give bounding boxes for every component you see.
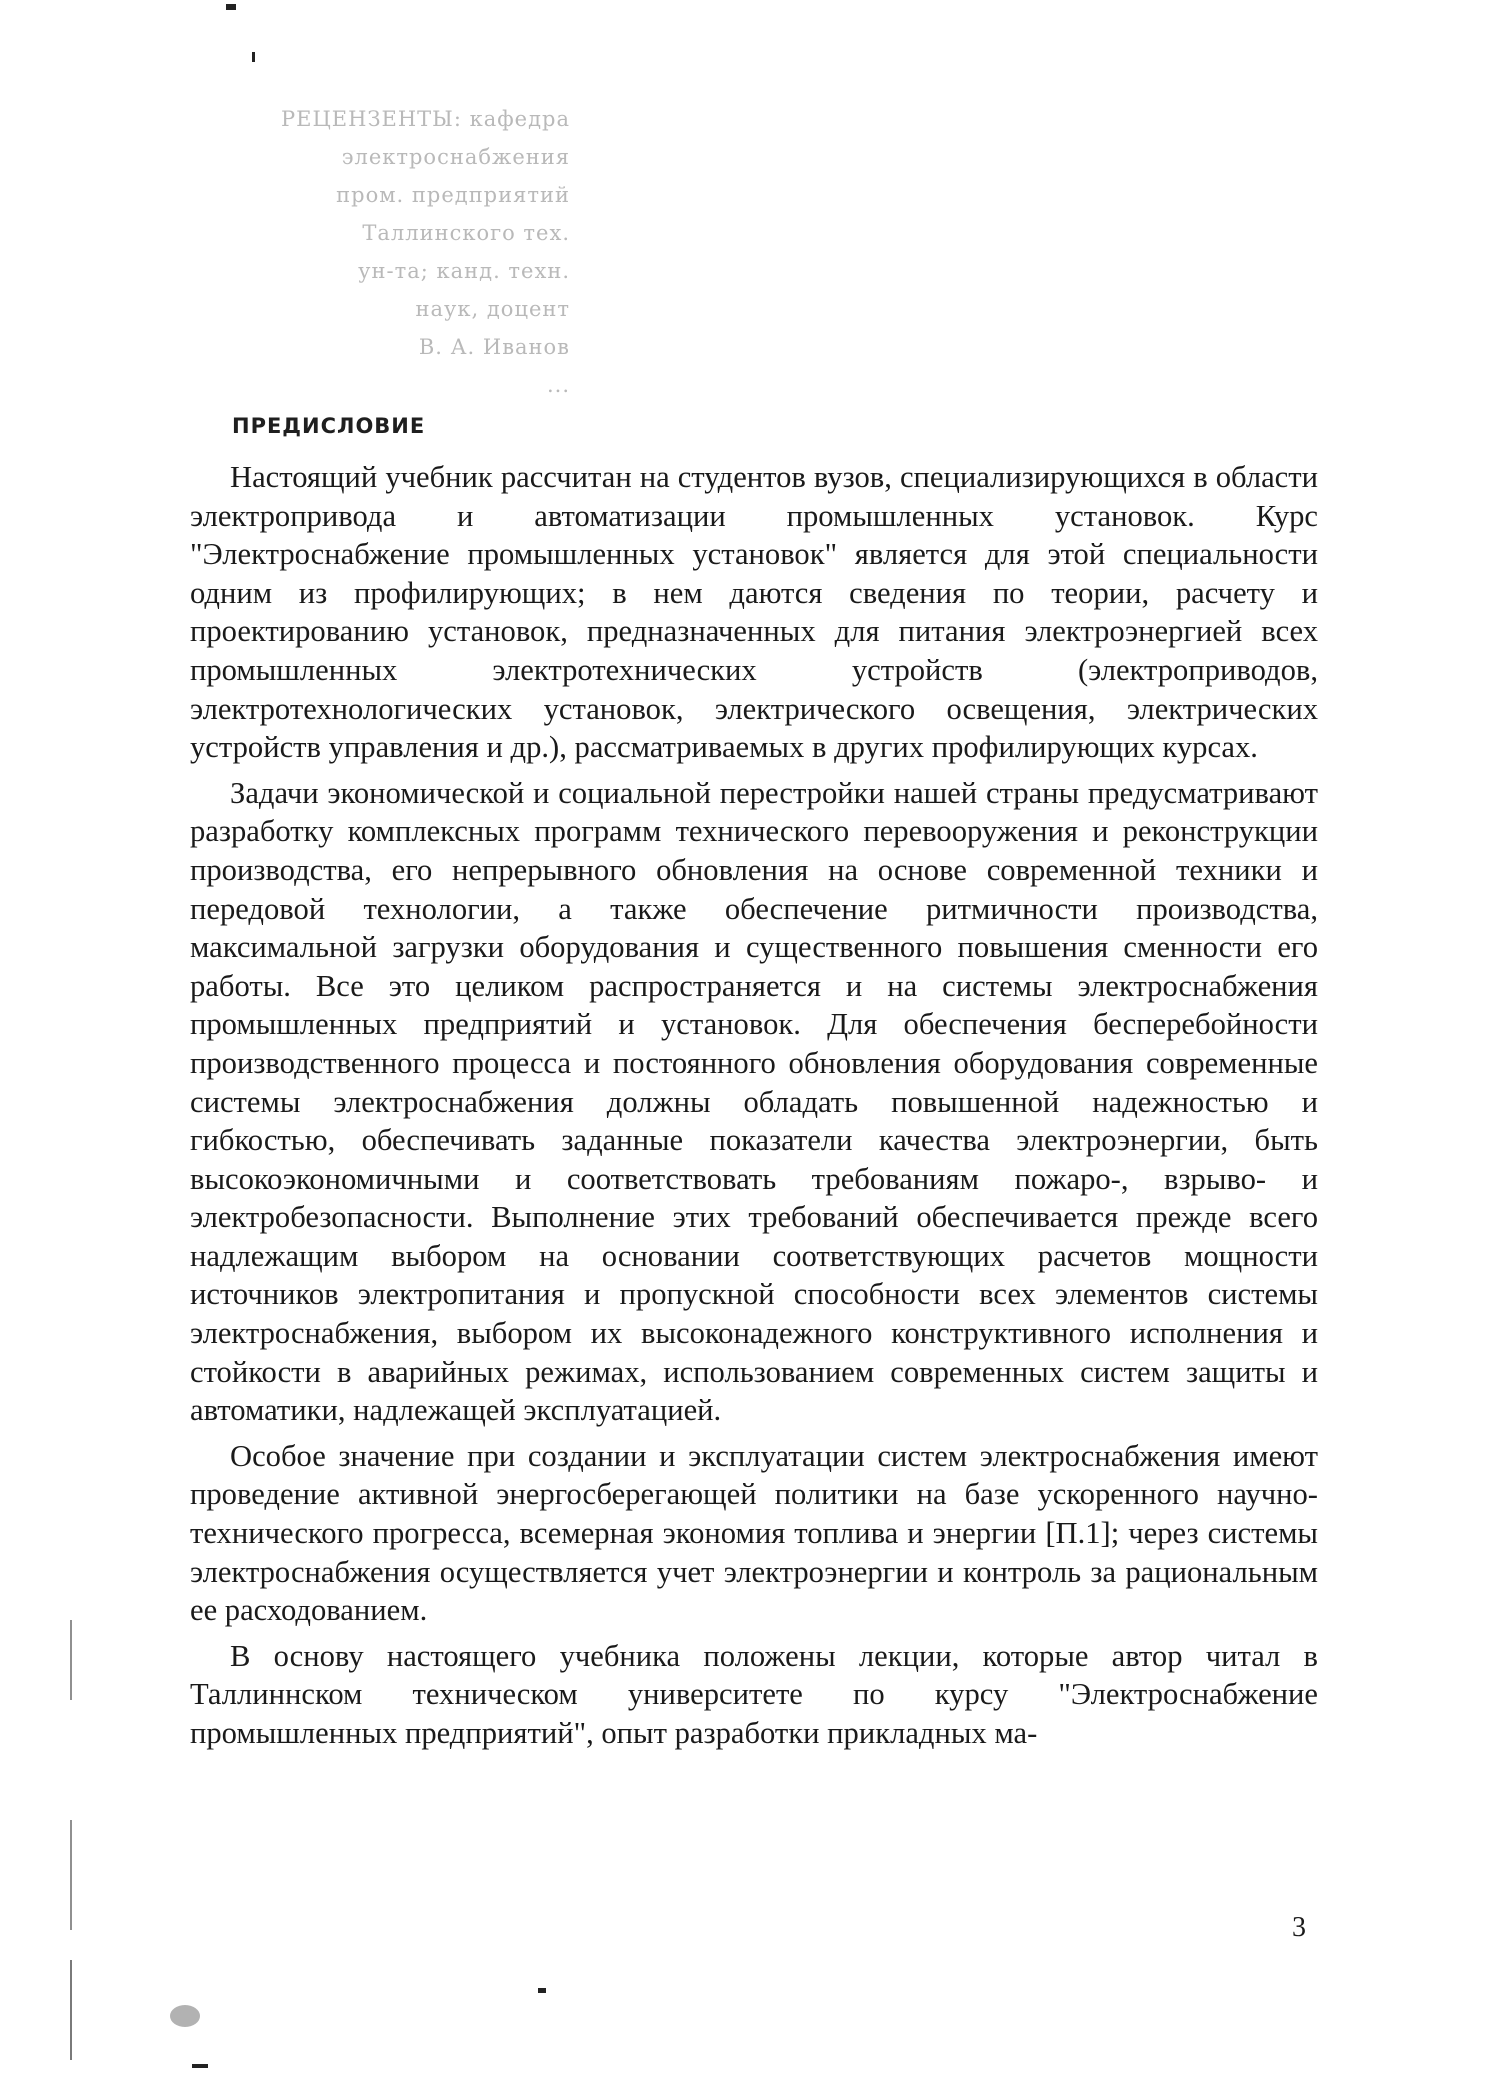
faded-line: Таллинского тех. [362, 221, 570, 245]
scan-mark-top [226, 4, 236, 10]
scan-bottom-dot [538, 1988, 546, 1993]
scan-margin-line [70, 1960, 72, 2060]
section-heading: ПРЕДИСЛОВИЕ [232, 414, 426, 438]
faded-line: ун-та; канд. техн. [358, 259, 570, 283]
faded-line: пром. предприятий [336, 183, 570, 207]
paragraph: Настоящий учебник рассчитан на студентов вузов, специализирующихся в области электропривода и автоматизации промышленных установок. Курс "Электроснабжение промышленных установок" является для этой специальности одним из профилирующих; в нем даются сведения по теории, расчету и проектированию установок, предназначенных для питания электроэнергией всех промышленных электротехнических устройств (электроприводов, электротехнологических установок, электрического освещения, электрических устройств управления и др.), рассматриваемых в других профилирующих курсах. [190, 460, 1318, 765]
faded-bleedthrough-text [240, 100, 570, 404]
faded-line: электроснабжения [341, 145, 570, 169]
faded-line: РЕЦЕНЗЕНТЫ: кафедра [281, 107, 570, 131]
paragraph: Особое значение при создании и эксплуатации систем электроснабжения имеют проведение активной энергосберегающей политики на базе ускоренного научно-технического прогресса, всемерная экономия топлива и энергии [П.1]; через системы электроснабжения осуществляется учет электроэнергии и контроль за рациональным ее расходованием. [190, 1438, 1318, 1628]
scan-mark-top-dot [252, 52, 255, 62]
faded-line: В. А. Иванов [418, 335, 570, 359]
faded-line: ... [546, 373, 570, 397]
scan-bottom-smudge [170, 2005, 200, 2027]
page-number: 3 [1292, 1912, 1306, 1943]
scan-margin-line [70, 1820, 72, 1930]
scan-bottom-smudge [192, 2064, 208, 2068]
paragraph: Задачи экономической и социальной перестройки нашей страны предусматривают разработку комплексных программ технического перевооружения и реконструкции производства, его непрерывного обновления на основе современной техники и передовой технологии, а также обеспечение ритмичности производства, максимальной загрузки оборудования и существенного повышения сменности его работы. Все это целиком распространяется и на системы электроснабжения промышленных предприятий и установок. Для обеспечения бесперебойности производственного процесса и постоянного обновления оборудования современные системы электроснабжения должны обладать повышенной надежностью и гибкостью, обеспечивать заданные показатели качества электроэнергии, быть высокоэкономичными и соответствовать требованиям пожаро-, взрыво- и электробезопасности. Выполнение этих требований обеспечивается прежде всего надлежащим выбором на основании соответствующих расчетов мощности источников электропитания и пропускной способности всех элементов системы электроснабжения, выбором их высоконадежного конструктивного исполнения и стойкости в аварийных режимах, использованием современных систем защиты и автоматики, надлежащей эксплуатацией. [190, 775, 1318, 1428]
paragraph: В основу настоящего учебника положены лекции, которые автор читал в Таллиннском техническом университете по курсу "Электроснабжение промышленных предприятий", опыт разработки прикладных ма- [190, 1638, 1318, 1750]
faded-line: наук, доцент [415, 297, 570, 321]
scan-margin-line [70, 1620, 72, 1700]
body-text [190, 458, 1318, 1760]
